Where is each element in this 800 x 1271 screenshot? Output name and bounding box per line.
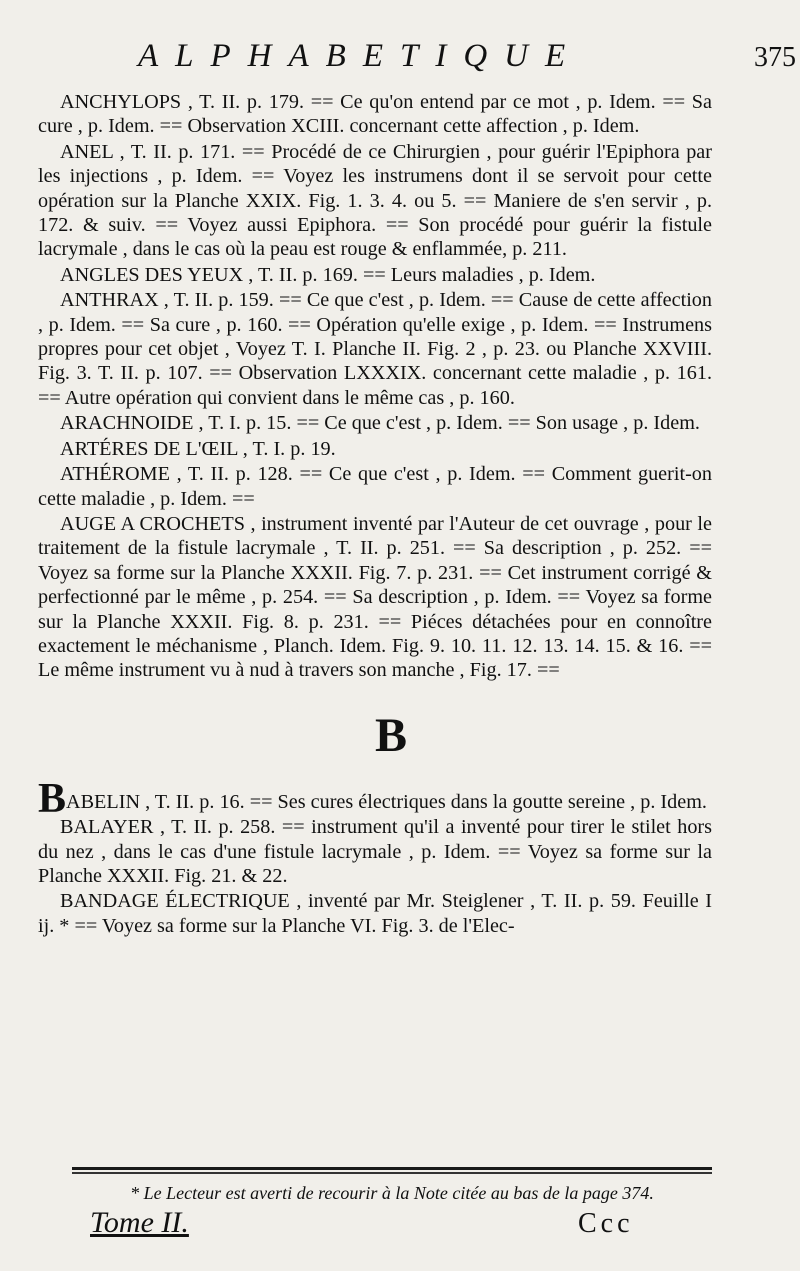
index-entry-babelin-text: ABELIN , T. II. p. 16. == Ses cures électriques dans la goutte sereine , p. Idem. xyxy=(66,790,707,813)
footnote: * Le Lecteur est averti de recourir à la Note citée au bas de la page 374. xyxy=(130,1183,654,1203)
index-entry-auge-a-crochets: AUGE A CROCHETS , instrument inventé par l'Auteur de cet ouvrage , pour le traitement de la fistule lacrymale , T. II. p. 251. == Sa description , p. 252. == Voyez sa forme sur la Planche XXXII. Fig. 7. p. 231. == Cet instrument corrigé & perfectionné par le même , p. 254. == Sa description , p. Idem. == Voyez sa forme sur la Planche XXXII. Fig. 8. p. 231. == Piéces détachées pour en connoître exactement le méchanisme , Planch. Idem. Fig. 9. 10. 11. 12. 13. 14. 15. & 16. == Le même instrument vu à nud à travers son manche , Fig. 17. == xyxy=(38,512,712,682)
rule-line-thin xyxy=(72,1172,712,1174)
page-number: 375 xyxy=(754,42,796,73)
entries-letter-a xyxy=(38,90,712,683)
index-entry-anchylops: ANCHYLOPS , T. II. p. 179. == Ce qu'on entend par ce mot , p. Idem. == Sa cure , p. Idem. == Observation XCIII. concernant cette affection , p. Idem. xyxy=(38,91,712,138)
index-entry-arachnoide: ARACHNOIDE , T. I. p. 15. == Ce que c'est , p. Idem. == Son usage , p. Idem. xyxy=(60,412,700,435)
index-entry-balayer: BALAYER , T. II. p. 258. == instrument qu'il a inventé pour tirer le stilet hors du nez , dans le cas d'une fistule lacrymale , p. Idem. == Voyez sa forme sur la Planche XXXII. Fig. 21. & 22. xyxy=(38,816,712,887)
index-entry-babelin xyxy=(38,775,712,822)
gathering-signature: Ccc xyxy=(578,1208,634,1239)
running-title: ALPHABETIQUE xyxy=(138,38,583,74)
entries-letter-b xyxy=(38,775,712,938)
volume-signature: Tome II. xyxy=(90,1206,189,1239)
section-letter-b: B xyxy=(375,708,408,762)
footnote-rule xyxy=(72,1167,712,1176)
index-entry-arteres-de-l-oeil: ARTÉRES DE L'ŒIL , T. I. p. 19. xyxy=(60,437,336,460)
index-entry-angles-des-yeux: ANGLES DES YEUX , T. II. p. 169. == Leurs maladies , p. Idem. xyxy=(60,263,596,286)
running-head xyxy=(38,38,796,86)
index-entry-bandage-electrique: BANDAGE ÉLECTRIQUE , inventé par Mr. Steiglener , T. II. p. 59. Feuille I ij. * == Voyez sa forme sur la Planche VI. Fig. 3. de l'Elec- xyxy=(38,890,712,937)
rule-line-thick xyxy=(72,1167,712,1170)
drop-cap-letter: B xyxy=(38,775,67,822)
index-entry-anel: ANEL , T. II. p. 171. == Procédé de ce Chirurgien , pour guérir l'Epiphora par les injections , p. Idem. == Voyez les instrumens dont il se servoit pour cette opération sur la Planche XXIX. Fig. 1. 3. 4. ou 5. == Maniere de s'en servir , p. 172. & suiv. == Voyez aussi Epiphora. == Son procédé pour guérir la fistule lacrymale , dans le cas où la peau est rouge & enflammée, p. 211. xyxy=(38,140,712,261)
index-entry-anthrax: ANTHRAX , T. II. p. 159. == Ce que c'est , p. Idem. == Cause de cette affection , p. Idem. == Sa cure , p. 160. == Opération qu'elle exige , p. Idem. == Instrumens propres pour cet objet , Voyez T. I. Planche II. Fig. 2 , p. 23. ou Planche XXVIII. Fig. 3. T. II. p. 107. == Observation LXXXIX. concernant cette maladie , p. 161. == Autre opération qui convient dans le même cas , p. 160. xyxy=(38,289,712,409)
index-entry-atherome: ATHÉROME , T. II. p. 128. == Ce que c'est , p. Idem. == Comment guerit-on cette maladie , p. Idem. == xyxy=(38,463,712,510)
section-letter-heading xyxy=(38,684,712,784)
